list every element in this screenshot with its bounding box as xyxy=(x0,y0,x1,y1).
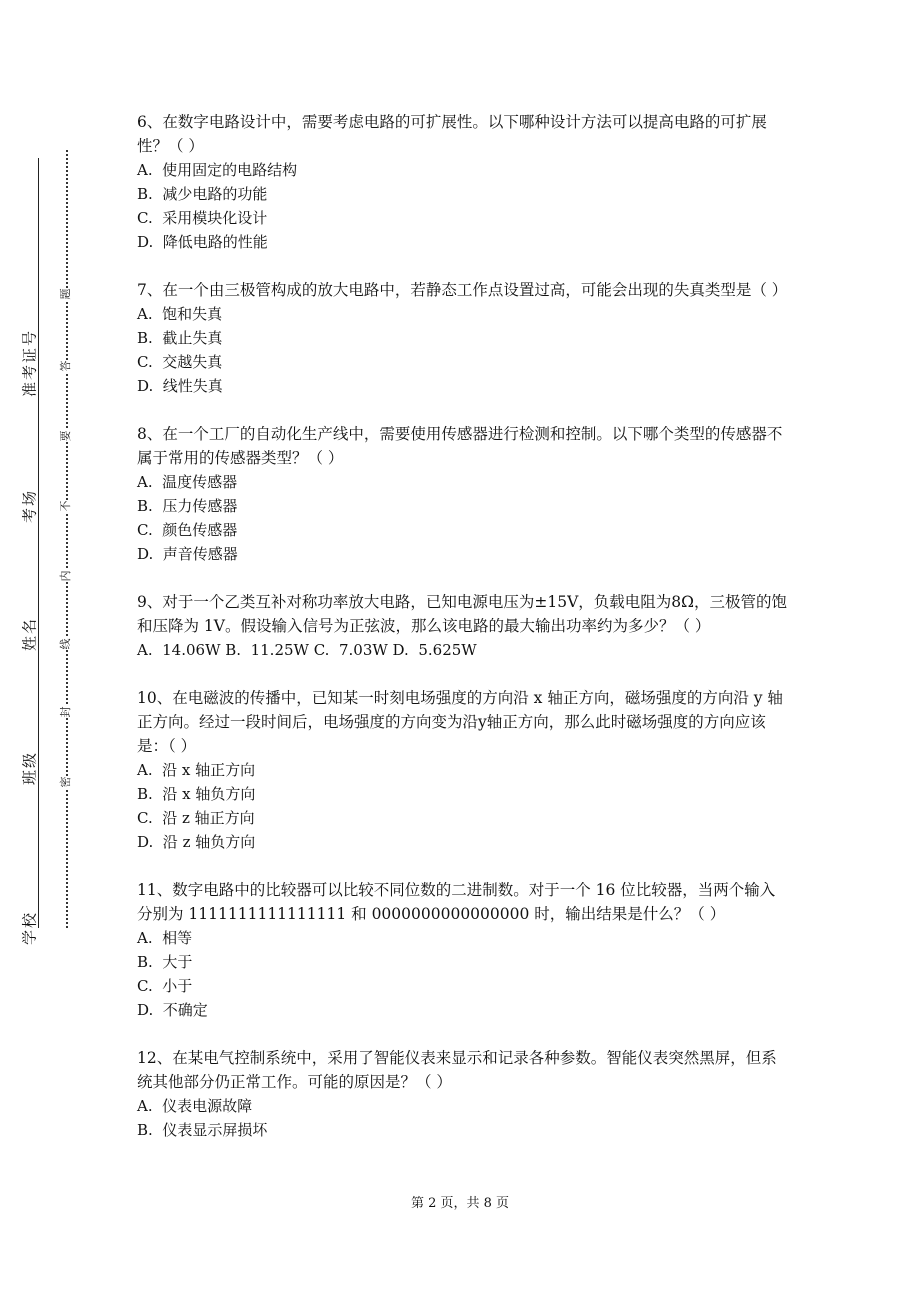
seal-char: 要 xyxy=(59,430,72,442)
option-a: A. 温度传感器 xyxy=(137,473,238,491)
option-c: C. 采用模块化设计 xyxy=(137,209,268,227)
seal-char: 不 xyxy=(59,500,72,512)
seal-char: 封 xyxy=(59,706,72,718)
class-label: 级 班 xyxy=(20,753,39,786)
option-a: A. 饱和失真 xyxy=(137,305,223,323)
option-c: C. 交越失真 xyxy=(137,353,223,371)
options-inline: A. 14.06W B. 11.25W C. 7.03W D. 5.625W xyxy=(137,641,477,659)
question-11 xyxy=(137,878,787,1022)
option-d: D. 声音传感器 xyxy=(137,545,238,563)
option-d: D. 降低电路的性能 xyxy=(137,233,268,251)
question-8 xyxy=(137,422,787,566)
option-b: B. 压力传感器 xyxy=(137,497,238,515)
seal-char: 内 xyxy=(59,570,72,582)
admission-number-label: 号 证 考 准 xyxy=(20,331,39,398)
school-label: 校 学 xyxy=(20,913,39,946)
question-list xyxy=(137,110,787,1166)
exam-room-label: 场 考 xyxy=(20,491,39,524)
question-stem: 8、在一个工厂的自动化生产线中，需要使用传感器进行检测和控制。以下哪个类型的传感器不属于常用的传感器类型？（ ） xyxy=(137,425,783,467)
question-stem: 7、在一个由三极管构成的放大电路中，若静态工作点设置过高，可能会出现的失真类型是（ ） xyxy=(137,281,788,299)
binding-margin xyxy=(0,0,100,1302)
option-b: B. 截止失真 xyxy=(137,329,223,347)
option-b: B. 减少电路的功能 xyxy=(137,185,268,203)
option-b: B. 仪表显示屏损坏 xyxy=(137,1121,268,1139)
option-b: B. 沿 x 轴负方向 xyxy=(137,785,256,803)
question-9 xyxy=(137,590,787,662)
seal-line xyxy=(66,150,68,928)
question-stem: 12、在某电气控制系统中，采用了智能仪表来显示和记录各种参数。智能仪表突然黑屏，但系统其他部分仍正常工作。可能的原因是？（ ） xyxy=(137,1049,777,1091)
question-stem: 10、在电磁波的传播中，已知某一时刻电场强度的方向沿 x 轴正方向，磁场强度的方向沿 y 轴正方向。经过一段时间后，电场强度的方向变为沿y轴正方向，那么此时磁场强度的方向应该是：（ ） xyxy=(137,689,783,755)
option-c: C. 小于 xyxy=(137,977,193,995)
question-7 xyxy=(137,278,787,398)
question-stem: 9、对于一个乙类互补对称功率放大电路，已知电源电压为±15V，负载电阻为8Ω，三极管的饱和压降为 1V。假设输入信号为正弦波，那么该电路的最大输出功率约为多少？（ ） xyxy=(137,593,787,635)
seal-char: 线 xyxy=(59,638,72,650)
option-d: D. 不确定 xyxy=(137,1001,208,1019)
question-10 xyxy=(137,686,787,854)
seal-char: 答 xyxy=(59,360,72,372)
page-number: 第 2 页，共 8 页 xyxy=(410,1196,510,1211)
student-name-label: 名 姓 xyxy=(20,619,39,652)
option-a: A. 沿 x 轴正方向 xyxy=(137,761,256,779)
fill-in-line xyxy=(38,158,39,928)
question-6 xyxy=(137,110,787,254)
question-stem: 6、在数字电路设计中，需要考虑电路的可扩展性。以下哪种设计方法可以提高电路的可扩展性？（ ） xyxy=(137,113,767,155)
option-a: A. 仪表电源故障 xyxy=(137,1097,253,1115)
question-stem: 11、数字电路中的比较器可以比较不同位数的二进制数。对于一个 16 位比较器，当两个输入分别为 1111111111111111 和 0000000000000000 时，输出结果是什么？（ ） xyxy=(137,881,776,923)
option-d: D. 沿 z 轴负方向 xyxy=(137,833,256,851)
option-c: C. 沿 z 轴正方向 xyxy=(137,809,255,827)
option-d: D. 线性失真 xyxy=(137,377,223,395)
option-c: C. 颜色传感器 xyxy=(137,521,238,539)
seal-char: 题 xyxy=(59,288,72,300)
question-12 xyxy=(137,1046,787,1142)
option-b: B. 大于 xyxy=(137,953,193,971)
option-a: A. 使用固定的电路结构 xyxy=(137,161,298,179)
seal-char: 密 xyxy=(59,776,72,788)
option-a: A. 相等 xyxy=(137,929,193,947)
